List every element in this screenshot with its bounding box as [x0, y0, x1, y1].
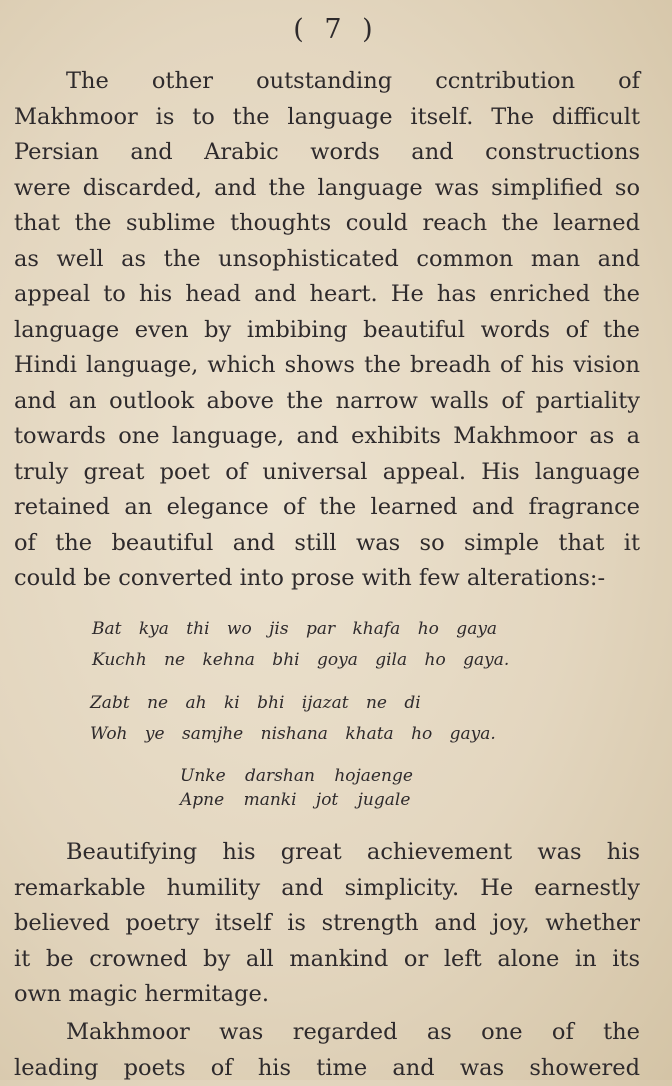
text-line: Beautifying his great achievement was his — [14, 835, 640, 871]
verse-couplet-3 — [180, 764, 480, 812]
paragraph-humility — [14, 835, 640, 1013]
text-line: leading poets of his time and was showered — [14, 1051, 640, 1086]
text-line: believed poetry itself is strength and joy, whether — [14, 906, 640, 942]
verse-line: Woh ye samjhe nishana khata ho gaya. — [90, 719, 570, 750]
verse-couplet-2 — [90, 688, 570, 750]
page-number: ( 7 ) — [0, 14, 672, 45]
text-line: towards one language, and exhibits Makhmoor as a — [14, 419, 640, 455]
text-line: appeal to his head and heart. He has enriched the — [14, 277, 640, 313]
paragraph-regard — [14, 1015, 640, 1086]
text-line: remarkable humility and simplicity. He earnestly — [14, 871, 640, 907]
text-line: retained an elegance of the learned and fragrance — [14, 490, 640, 526]
text-line: as well as the unsophisticated common man and — [14, 242, 640, 278]
text-line: of the beautiful and still was so simple that it — [14, 526, 640, 562]
text-line: Makhmoor was regarded as one of the — [14, 1015, 640, 1051]
verse-line: Unke darshan hojaenge — [180, 764, 480, 788]
text-line: could be converted into prose with few alterations:- — [14, 561, 640, 597]
text-line: language even by imbibing beautiful words of the — [14, 313, 640, 349]
text-line: truly great poet of universal appeal. His language — [14, 455, 640, 491]
verse-line: Kuchh ne kehna bhi goya gila ho gaya. — [92, 645, 572, 676]
verse-line: Bat kya thi wo jis par khafa ho gaya — [92, 614, 572, 645]
text-line: it be crowned by all mankind or left alone in its — [14, 942, 640, 978]
text-line: Persian and Arabic words and constructions — [14, 135, 640, 171]
verse-line: Apne manki jot jugale — [180, 788, 480, 812]
text-line: The other outstanding ccntribution of — [14, 64, 640, 100]
text-line: were discarded, and the language was simplified so — [14, 171, 640, 207]
verse-line: Zabt ne ah ki bhi ijazat ne di — [90, 688, 570, 719]
text-line: own magic hermitage. — [14, 977, 640, 1013]
text-line: that the sublime thoughts could reach the learned — [14, 206, 640, 242]
text-line: and an outlook above the narrow walls of partiality — [14, 384, 640, 420]
verse-couplet-1 — [92, 614, 572, 676]
text-line: Makhmoor is to the language itself. The difficult — [14, 100, 640, 136]
text-line: Hindi language, which shows the breadh of his vision — [14, 348, 640, 384]
paragraph-language-contribution — [14, 64, 640, 597]
